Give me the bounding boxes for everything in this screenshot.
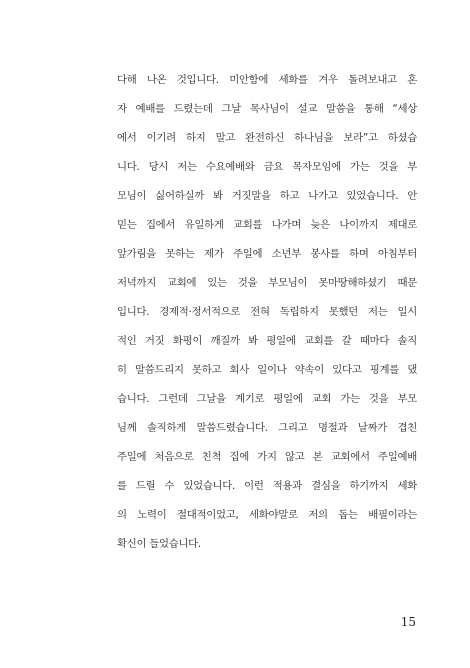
body-line: 믿는 집에서 유일하게 교회를 나가며 늦은 나이까지 제대로 (117, 219, 417, 231)
body-line: 의 노력이 절대적이었고, 세화야말로 저의 돕는 배필이라는 (117, 509, 417, 521)
body-line: 입니다. 경제적·정서적으로 전혀 독립하지 못했던 저는 일시 (117, 306, 417, 318)
body-line: 저녁까지 교회에 있는 것을 부모님이 못마땅해하셨기 때문 (117, 277, 417, 289)
body-line: 를 드릴 수 있었습니다. 이런 적용과 결심을 하기까지 세화 (117, 480, 417, 492)
body-line: 에서 이기려 하지 말고 완전하신 하나님을 보라”고 하셨습 (117, 132, 417, 144)
body-line: 자 예배를 드렸는데 그날 목사님이 설교 말씀을 통해 “세상 (117, 103, 417, 115)
body-line: 주일에 처음으로 친척 집에 가지 않고 본 교회에서 주일예배 (117, 451, 417, 463)
body-line: 니다. 당시 저는 수요예배와 금요 목자모임에 가는 것을 부 (117, 161, 417, 173)
body-line: 앞가림을 못하는 제가 주일에 소년부 봉사를 하며 아침부터 (117, 248, 417, 260)
body-text (117, 66, 417, 559)
body-line: 모님이 싫어하실까 봐 거짓말을 하고 나가고 있었습니다. 안 (117, 190, 417, 202)
body-line: 다해 나온 것입니다. 미안함에 세화를 겨우 돌려보내고 혼 (117, 74, 417, 86)
body-line: 님께 솔직하게 말씀드렸습니다. 그리고 명절과 날짜가 겹친 (117, 422, 417, 434)
page-number: 15 (400, 615, 416, 629)
body-line: 히 말씀드리지 못하고 회사 일이나 약속이 있다고 핑계를 댔 (117, 364, 417, 376)
body-line: 적인 거짓 화평이 깨질까 봐 평일에 교회를 갈 때마다 솔직 (117, 335, 417, 347)
body-line: 확신이 들었습니다. (117, 538, 201, 550)
body-line: 습니다. 그런데 그날을 계기로 평일에 교회 가는 것을 부모 (117, 393, 417, 405)
